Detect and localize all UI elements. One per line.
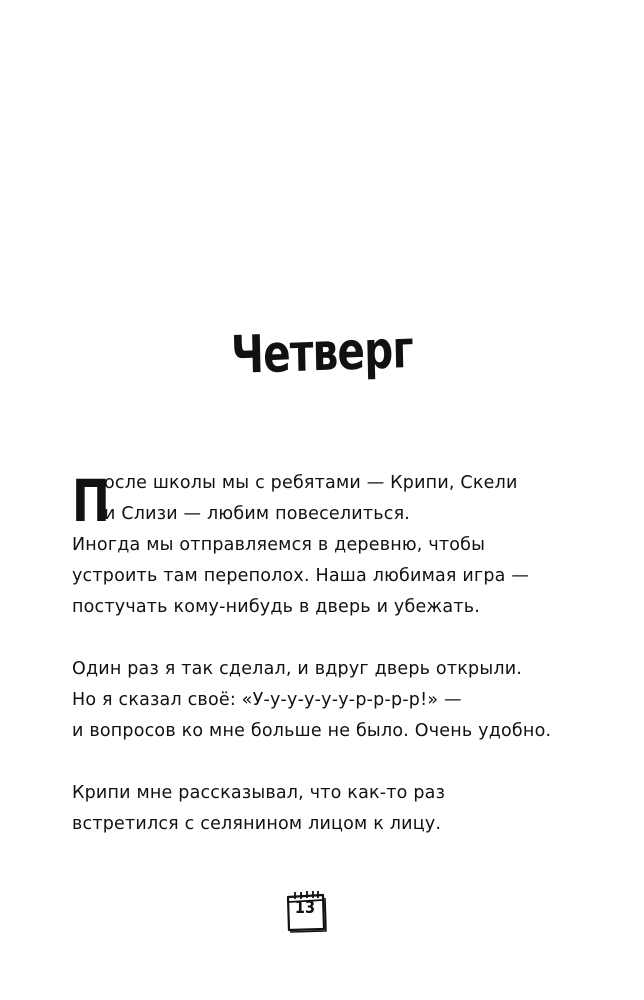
text-line: встретился с селянином лицом к лицу. — [72, 814, 442, 834]
text-line: Но я сказал своё: «У-у-у-у-у-у-р-р-р-р!» — — [72, 690, 462, 710]
paragraph-gap — [72, 623, 572, 654]
text-line: и вопросов ко мне больше не было. Очень удобно. — [72, 721, 552, 741]
text-line: Иногда мы отправляемся в деревню, чтобы — [72, 535, 486, 555]
paragraph-1 — [72, 468, 572, 623]
text-line: осле школы мы с ребятами — Крипи, Скели — [104, 473, 518, 493]
paragraph-2 — [72, 654, 572, 747]
text-line: постучать кому-нибудь в дверь и убежать. — [72, 597, 480, 617]
page-number-text: 13 — [294, 898, 316, 918]
text-line: Один раз я так сделал, и вдруг дверь открыли. — [72, 659, 523, 679]
paragraph-gap — [72, 747, 572, 778]
paragraph-3 — [72, 778, 572, 840]
page-number — [283, 888, 329, 934]
drop-cap: П — [72, 467, 110, 535]
text-line: устроить там переполох. Наша любимая игра — — [72, 566, 530, 586]
text-line: и Слизи — любим повеселиться. — [104, 504, 411, 524]
chapter-title: Четверг — [230, 319, 414, 387]
body-text — [72, 468, 572, 840]
text-line: Крипи мне рассказывал, что как-то раз — [72, 783, 446, 803]
